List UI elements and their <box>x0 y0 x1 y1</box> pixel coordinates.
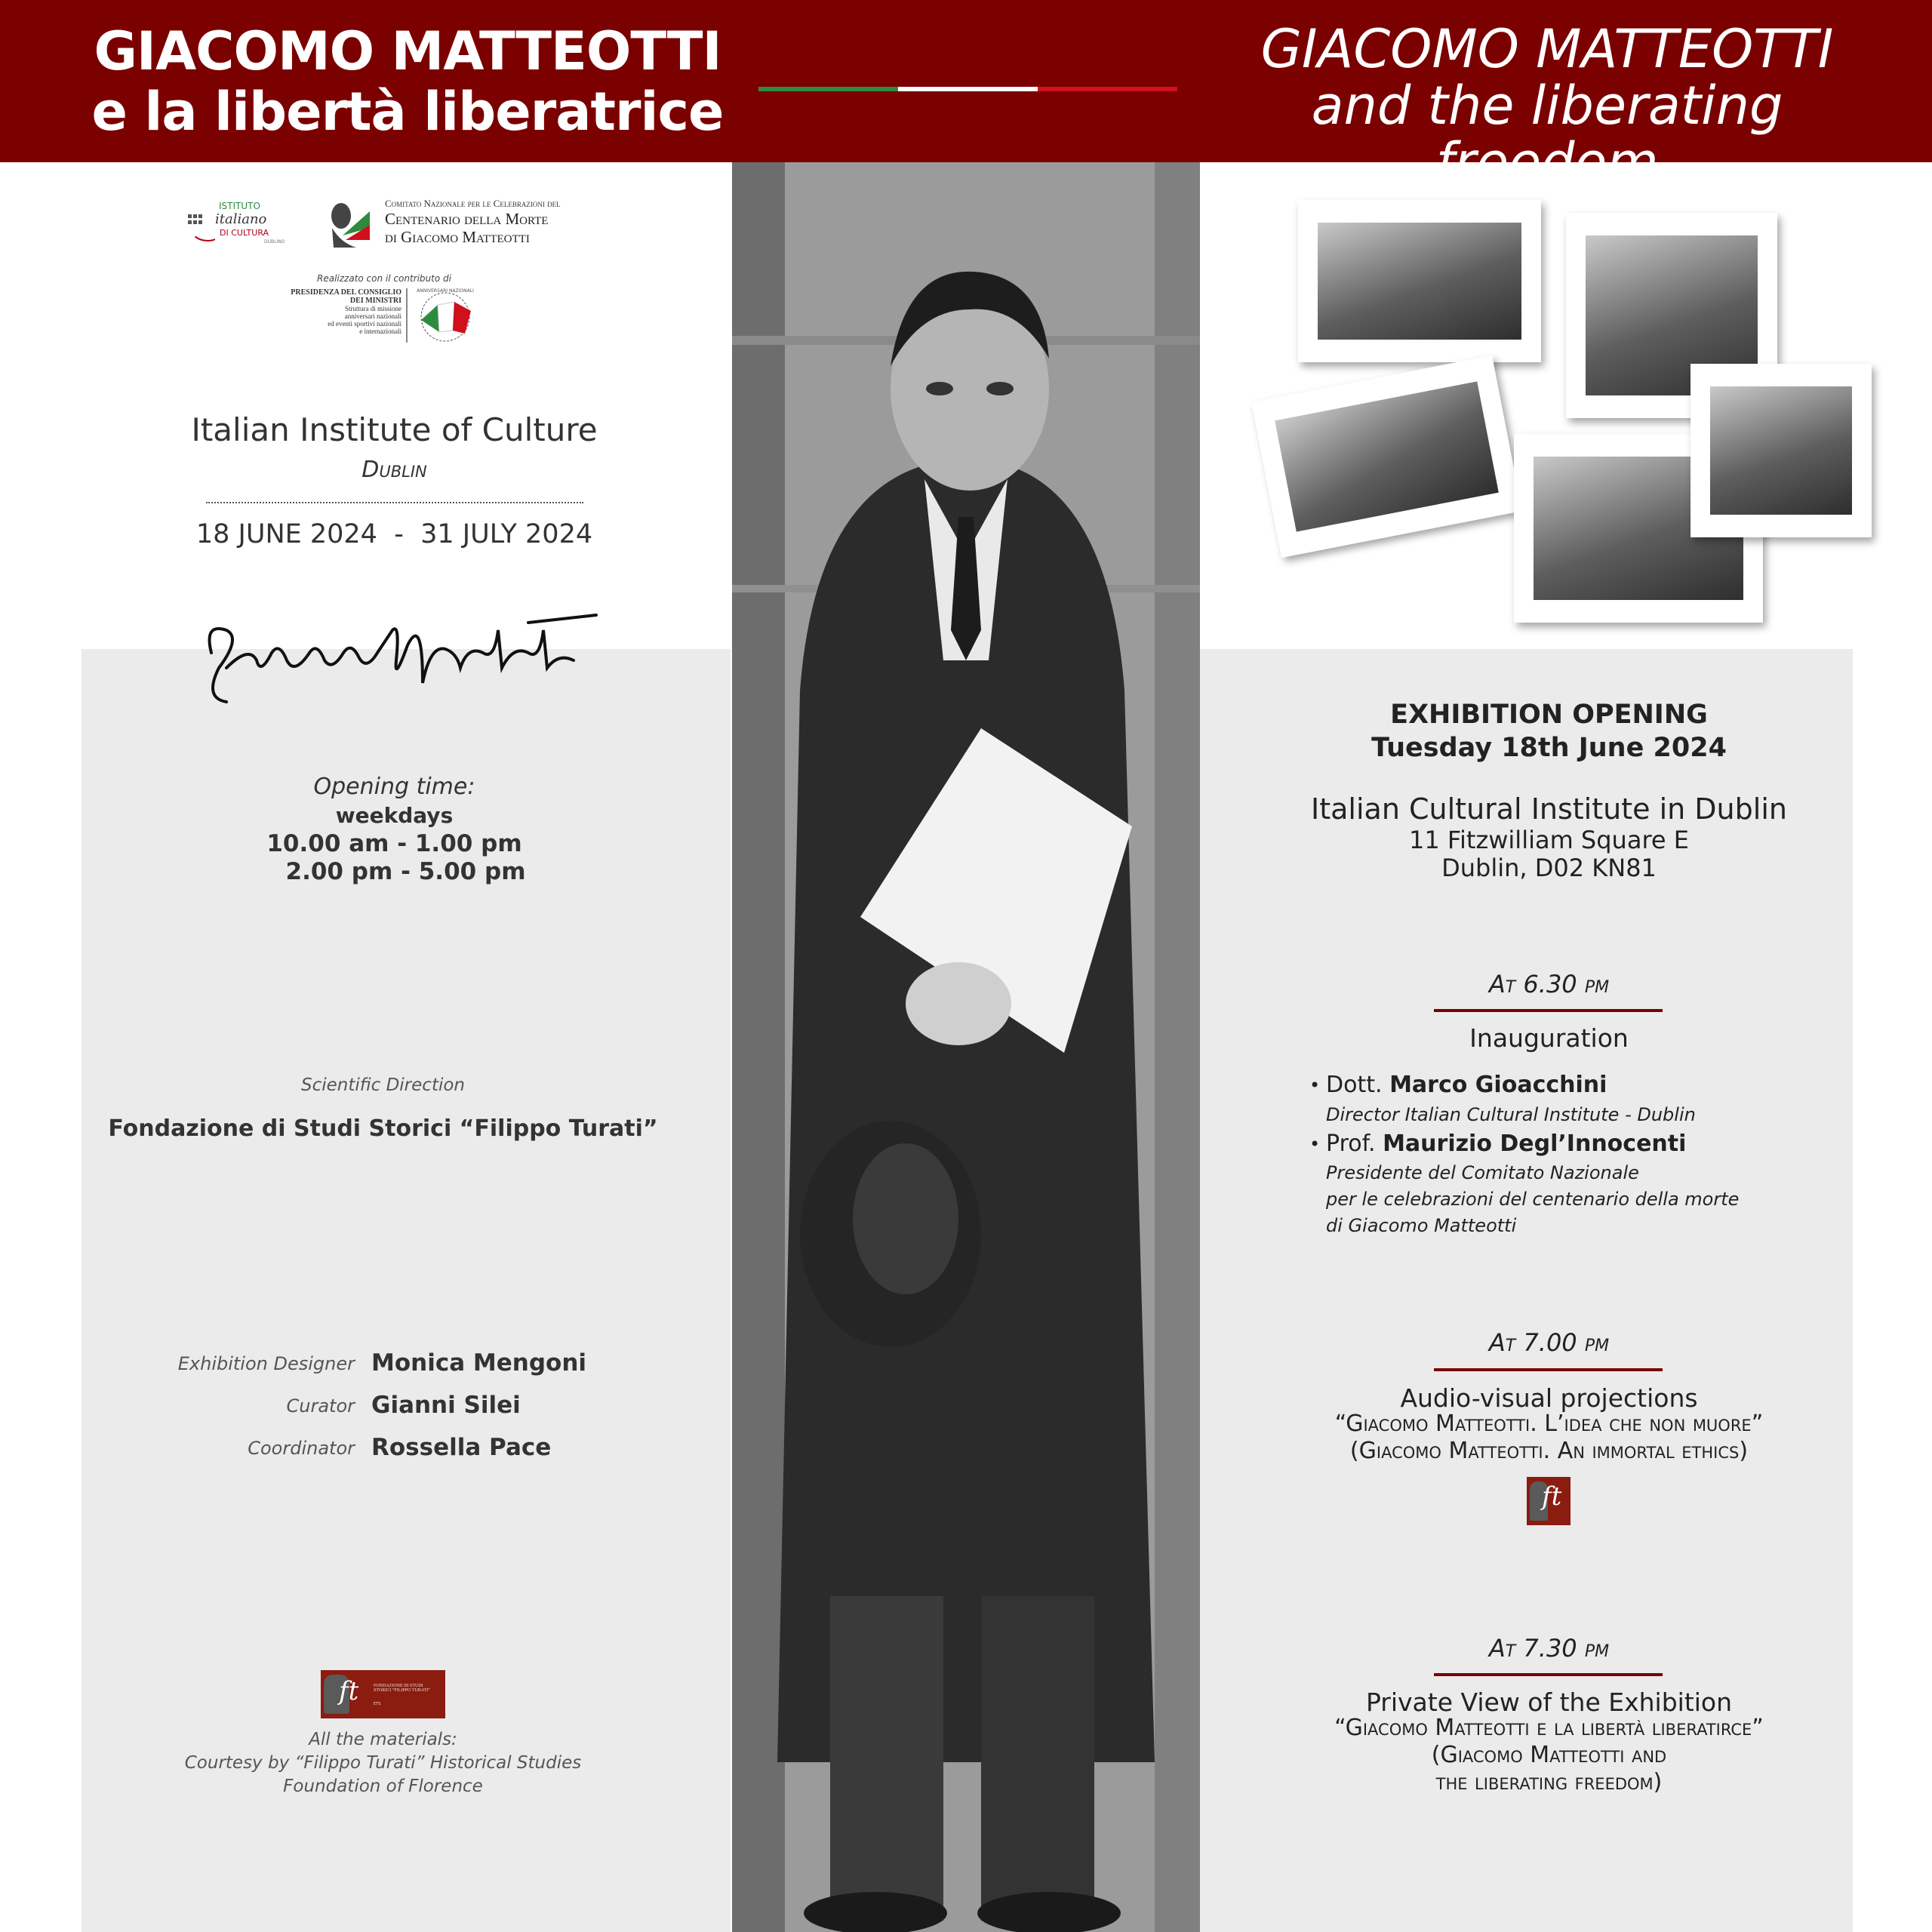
speaker2-role-line2: per le celebrazioni del centenario della morte <box>1326 1189 1740 1210</box>
red-rule-2 <box>1434 1368 1663 1371</box>
collage-photo-street <box>1298 200 1541 362</box>
bullet-icon: • <box>1309 1075 1321 1096</box>
matteotti-profile-icon <box>326 198 371 249</box>
materials-credit <box>113 1728 653 1798</box>
scientific-direction-name: Fondazione di Studi Storici “Filippo Turati” <box>108 1115 658 1142</box>
speaker1-name: Marco Gioacchini <box>1389 1072 1607 1098</box>
credit-row <box>151 1392 664 1434</box>
private-view-subtitle <box>1200 1715 1898 1796</box>
comitato-nazionale-logo <box>326 198 613 251</box>
istituto-italiano-logo <box>185 198 283 251</box>
private-view-line1: “Giacomo Matteotti e la libertà liberatirce” <box>1334 1715 1764 1741</box>
speaker1-title: Dott. <box>1326 1072 1383 1098</box>
credit-role: Coordinator <box>248 1438 355 1459</box>
speaker2-title: Prof. <box>1326 1131 1376 1157</box>
venue-name: Italian Cultural Institute in Dublin <box>1311 792 1787 826</box>
exhibition-opening-title: EXHIBITION OPENING <box>1390 700 1708 730</box>
opening-time-colon: : <box>467 774 475 800</box>
materials-line3: Foundation of Florence <box>283 1777 483 1796</box>
credit-role: Curator <box>286 1395 355 1417</box>
title-english <box>1192 18 1902 193</box>
istituto-logo-mark-icon <box>185 198 215 243</box>
matteotti-portrait-photo <box>732 162 1200 1932</box>
istituto-logo-line2: italiano <box>215 211 267 227</box>
turati-small-monogram: ft <box>1542 1481 1562 1512</box>
exhibition-opening-date: Tuesday 18th June 2024 <box>1371 733 1727 763</box>
venue-address <box>1200 826 1898 882</box>
opening-hours-morning: 10.00 am - 1.00 pm <box>266 830 522 857</box>
presidenza-line3: Struttura di missione <box>345 305 401 312</box>
exhibition-dates: 18 JUNE 2024 - 31 JULY 2024 <box>195 519 593 549</box>
private-view-title: Private View of the Exhibition <box>1365 1687 1733 1717</box>
presidenza-line6: e internazionali <box>359 328 401 335</box>
bullet-icon: • <box>1309 1134 1321 1155</box>
presidenza-line1: PRESIDENZA DEL CONSIGLIO <box>291 288 401 297</box>
presidenza-logo <box>281 288 401 335</box>
speaker1-role: Director Italian Cultural Institute - Dublin <box>1326 1104 1696 1125</box>
exhibition-opening <box>1200 698 1898 764</box>
flag-stripe-red <box>1038 87 1177 91</box>
title-italian-line2: e la libertà liberatrice <box>91 81 724 143</box>
presidenza-divider <box>406 288 408 343</box>
title-english-line2: and the liberating freedom <box>1311 75 1783 193</box>
red-rule-3 <box>1434 1673 1663 1676</box>
portrait-figure-icon <box>732 162 1200 1932</box>
title-english-line1: GIACOMO MATTEOTTI <box>1260 18 1834 80</box>
comitato-logo-line1: Comitato Nazionale per le Celebrazioni del <box>385 198 561 209</box>
signature-icon <box>196 600 604 713</box>
scientific-direction-label: Scientific Direction <box>301 1075 465 1095</box>
collage-photo-woman-walking <box>1251 355 1522 558</box>
time-projections: At 7.00 pm <box>1488 1328 1610 1357</box>
projections-subtitle <box>1200 1411 1898 1465</box>
anniversari-nazionali-logo <box>415 288 475 345</box>
credit-role: Exhibition Designer <box>177 1353 355 1374</box>
dotted-separator <box>206 502 583 503</box>
anniversari-flag-icon <box>415 288 475 345</box>
contributo-label: Realizzato con il contributo di <box>317 273 451 284</box>
opening-weekdays: weekdays <box>335 803 454 828</box>
projections-line2: (Giacomo Matteotti. An immortal ethics) <box>1349 1438 1749 1464</box>
collage-photo-building <box>1690 364 1872 537</box>
title-italian <box>68 21 747 142</box>
speaker-list <box>1309 1072 1869 1239</box>
signature-text: Giacomo Matteotti <box>196 600 204 601</box>
turati-small-logo <box>1527 1477 1571 1525</box>
projections-line1: “Giacomo Matteotti. L’idea che non muore” <box>1334 1411 1764 1437</box>
presidenza-line4: anniversari nazionali <box>344 312 401 320</box>
red-rule-1 <box>1434 1009 1663 1012</box>
matteotti-signature <box>196 600 604 713</box>
opening-hours-afternoon: 2.00 pm - 5.00 pm <box>285 858 526 885</box>
opening-time-text: Opening time <box>313 774 468 800</box>
materials-line1: All the materials: <box>309 1730 457 1749</box>
credit-name: Gianni Silei <box>371 1392 521 1419</box>
venue-address-line2: Dublin, D02 KN81 <box>1441 854 1657 882</box>
time-inauguration: At 6.30 pm <box>1488 970 1610 998</box>
institute-city: Dublin <box>361 457 427 483</box>
istituto-logo-line3: DI CULTURA <box>220 228 269 238</box>
credit-row <box>151 1434 664 1476</box>
institute-name: Italian Institute of Culture <box>191 411 598 448</box>
turati-logo-sub: ETS <box>374 1702 381 1706</box>
presidenza-line5: ed eventi sportivi nazionali <box>328 320 401 328</box>
projections-title: Audio-visual projections <box>1400 1383 1698 1413</box>
opening-time-label <box>151 774 638 800</box>
private-view-line2: (Giacomo Matteotti and <box>1431 1742 1667 1768</box>
speaker2-role-line1: Presidente del Comitato Nazionale <box>1326 1162 1639 1183</box>
inauguration-label: Inauguration <box>1469 1023 1629 1053</box>
speaker2-role-line3: di Giacomo Matteotti <box>1326 1215 1517 1236</box>
turati-foundation-logo <box>321 1670 445 1718</box>
flag-stripe-green <box>758 87 898 91</box>
presidenza-line2: DEI MINISTRI <box>349 297 401 305</box>
credit-name: Monica Mengoni <box>371 1349 587 1377</box>
anniversari-logo-text: ANNIVERSARI NAZIONALI <box>417 288 474 294</box>
istituto-logo-line1: ISTITUTO <box>219 201 260 211</box>
venue-address-line1: 11 Fitzwilliam Square E <box>1409 826 1689 854</box>
private-view-line3: the liberating freedom) <box>1435 1769 1663 1795</box>
title-italian-line1: GIACOMO MATTEOTTI <box>94 20 721 82</box>
materials-line2: Courtesy by “Filippo Turati” Historical Studies <box>184 1753 582 1773</box>
credit-name: Rossella Pace <box>371 1434 552 1461</box>
turati-logo-text: FONDAZIONE DI STUDI STORICI “FILIPPO TURATI” <box>374 1684 430 1693</box>
comitato-logo-line3: di Giacomo Matteotti <box>385 228 530 246</box>
credits-list <box>151 1349 664 1476</box>
flag-stripe-white <box>898 87 1038 91</box>
speaker2-name: Maurizio Degl’Innocenti <box>1383 1131 1687 1157</box>
istituto-logo-line4: DUBLINO <box>264 239 285 245</box>
comitato-logo-line2: Centenario della Morte <box>385 210 549 228</box>
time-private-view: At 7.30 pm <box>1488 1634 1610 1663</box>
speaker-item <box>1309 1131 1869 1239</box>
credit-row <box>151 1349 664 1392</box>
turati-monogram: ft <box>339 1676 359 1706</box>
